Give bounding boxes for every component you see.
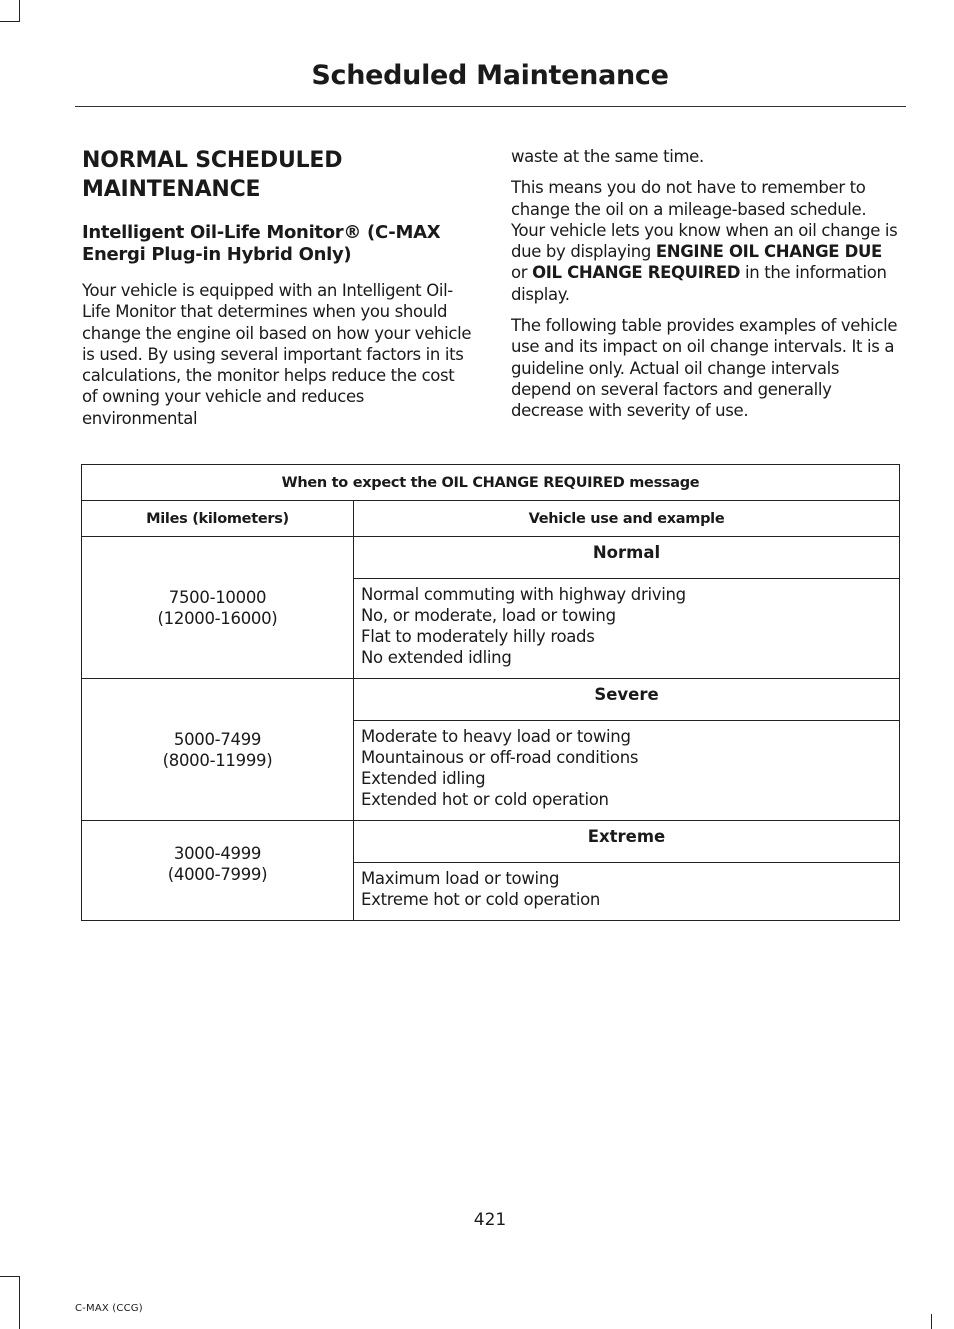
table-row: [82, 679, 900, 721]
examples-cell: [354, 579, 900, 679]
paragraph-text: or: [511, 263, 533, 283]
example-item: Maximum load or towing: [361, 869, 560, 888]
paragraph-text: in the information display.: [511, 263, 887, 304]
crop-mark: [19, 1276, 20, 1329]
miles-cell: [82, 679, 354, 821]
km-value: (12000-16000): [157, 608, 278, 628]
km-value: (4000-7999): [167, 865, 268, 884]
page-number: 421: [473, 1210, 507, 1230]
example-item: Moderate to heavy load or towing: [361, 727, 631, 746]
body-paragraph: Your vehicle is equipped with an Intelligent Oil-Life Monitor that determines when you should change the engine oil based on how your vehicle is used. By using several important factors in its calculations, the monitor helps reduce the cost of owning your vehicle and reduces environmental: [82, 281, 472, 428]
body-paragraph: [511, 177, 903, 305]
example-item: Extended hot or cold operation: [361, 790, 609, 809]
category-label: Extreme: [354, 821, 900, 863]
crop-mark: [0, 21, 20, 22]
table-row: [82, 537, 900, 579]
body-paragraph: The following table provides examples of vehicle use and its impact on oil change intervals. It is a guideline only. Actual oil change intervals depend on several factors and generally decrease with severity of use.: [511, 316, 898, 421]
example-item: No extended idling: [361, 648, 512, 667]
example-item: Normal commuting with highway driving: [361, 585, 686, 604]
table-title-row: [82, 465, 900, 501]
subsection-heading: Intelligent Oil-Life Monitor® (C-MAX Energi Plug-in Hybrid Only): [82, 222, 441, 265]
miles-cell: [82, 821, 354, 921]
example-item: No, or moderate, load or towing: [361, 606, 616, 625]
miles-value: 5000-7499: [173, 729, 262, 749]
category-label: Normal: [354, 537, 900, 579]
example-item: Extended idling: [361, 769, 486, 788]
km-value: (8000-11999): [162, 750, 273, 770]
right-column: [511, 146, 903, 432]
crop-mark: [931, 1314, 932, 1329]
miles-value: 3000-4999: [173, 844, 262, 863]
paragraph-text: This means you do not have to remember to change the oil on a mileage-based schedule. Your vehicle lets you know when an oil change is due by displaying: [511, 178, 898, 262]
left-column: [82, 146, 472, 439]
example-item: Extreme hot or cold operation: [361, 890, 601, 909]
miles-value: 7500-10000: [168, 587, 267, 607]
column-header-miles: Miles (kilometers): [82, 501, 354, 537]
body-paragraph: waste at the same time.: [511, 147, 704, 166]
examples-cell: [354, 863, 900, 921]
crop-mark: [19, 0, 20, 22]
document-code: C-MAX (CCG): [75, 1303, 143, 1314]
category-label: Severe: [354, 679, 900, 721]
oil-change-table: [81, 464, 900, 921]
page-title: Scheduled Maintenance: [311, 60, 669, 91]
message-text: ENGINE OIL CHANGE DUE: [655, 242, 882, 262]
table-header-row: [82, 501, 900, 537]
example-item: Flat to moderately hilly roads: [361, 627, 595, 646]
examples-cell: [354, 721, 900, 821]
section-heading: NORMAL SCHEDULED MAINTENANCE: [82, 148, 343, 202]
miles-cell: [82, 537, 354, 679]
header-divider: [75, 106, 906, 107]
message-text: OIL CHANGE REQUIRED: [532, 263, 741, 283]
column-header-use: Vehicle use and example: [354, 501, 900, 537]
table-row: [82, 821, 900, 863]
crop-mark: [0, 1276, 20, 1277]
example-item: Mountainous or off-road conditions: [361, 748, 639, 767]
table-title: When to expect the OIL CHANGE REQUIRED message: [82, 465, 900, 501]
